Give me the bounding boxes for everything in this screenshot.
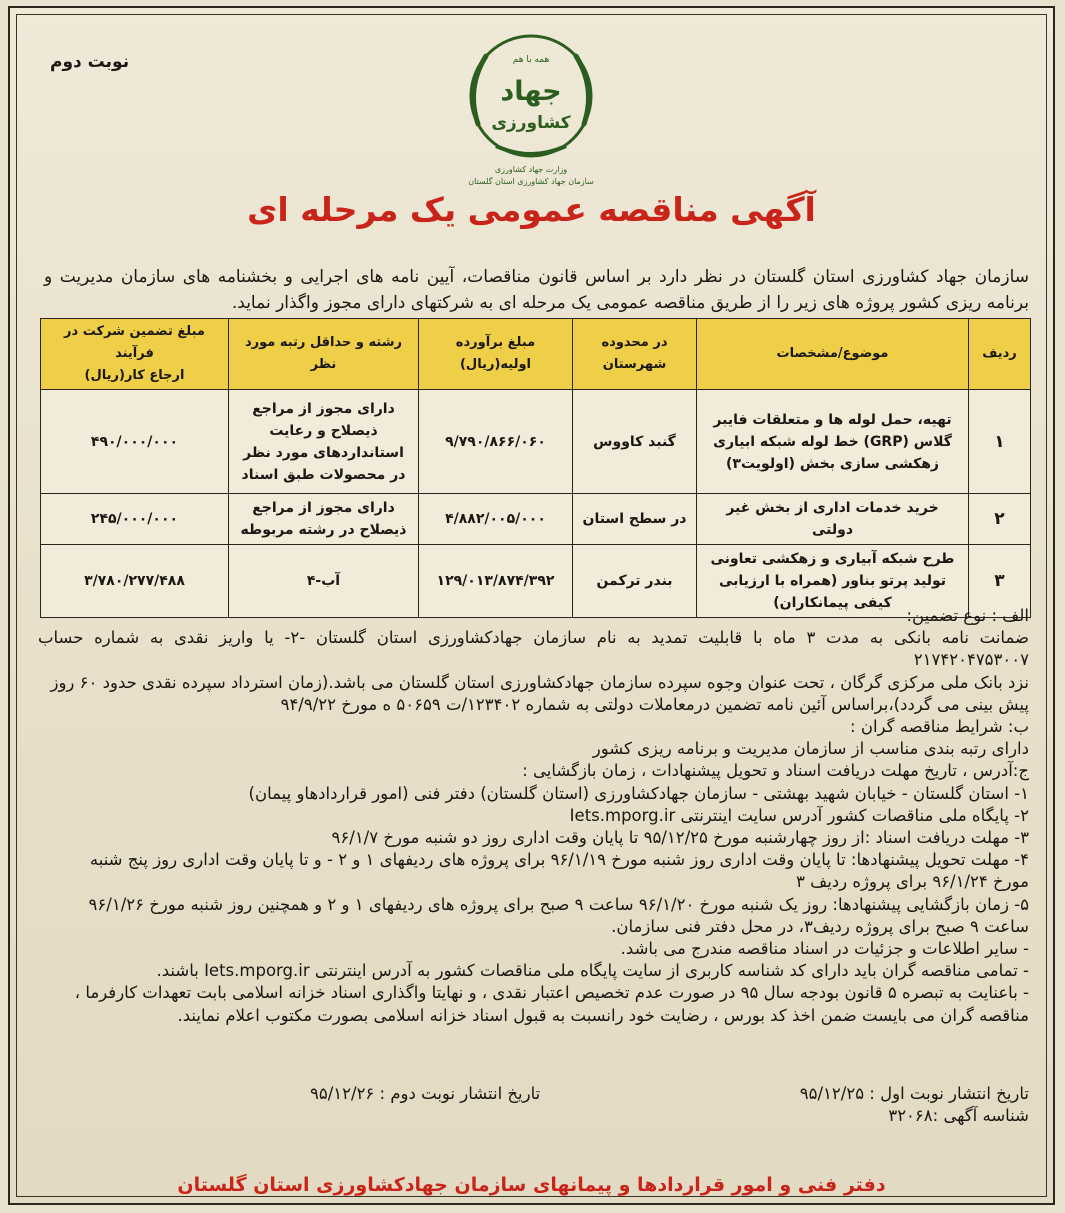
- conditions-heading: ب: شرایط مناقصه گران :: [850, 717, 1029, 737]
- tender-table: [40, 318, 1031, 618]
- col-area: در محدوده شهرستان: [573, 319, 697, 390]
- row-number: ۱: [969, 390, 1031, 494]
- logo-org-2: سازمان جهاد کشاورزی استان گلستان: [468, 177, 594, 186]
- logo-name-2: کشاورزی: [491, 113, 571, 133]
- row-field: دارای مجوز از مراجع ذیصلاح در رشته مربوطه: [229, 494, 419, 545]
- body-line: ضمانت نامه بانکی به مدت ۳ ماه با قابلیت تمدید به نام سازمان جهادکشاورزی استان گلستان -۲- یا واریز نقدی به شماره حساب ۲۱۷۴۲۰۴۷۵۳۰۰۷: [38, 628, 1029, 670]
- row-guarantee: ۲۴۵/۰۰۰/۰۰۰: [41, 494, 229, 545]
- body-line: ۵- زمان بازگشایی پیشنهادها: روز یک شنبه مورخ ۹۶/۱/۲۰ ساعت ۹ صبح برای پروژه های ردیفهای ۱ و ۲ و همچنین روز شنبه مورخ ۹۶/۱/۲۶: [88, 894, 1029, 914]
- notice-title: آگهی مناقصه عمومی یک مرحله ای: [247, 190, 816, 229]
- row-guarantee: ۴۹۰/۰۰۰/۰۰۰: [41, 390, 229, 494]
- logo-name-1: جهاد: [500, 76, 562, 107]
- body-line: مورخ ۹۶/۱/۲۴ برای پروژه ردیف ۳: [796, 872, 1029, 892]
- col-estimate: مبلغ برآورده اولیه(ریال): [419, 319, 573, 390]
- publication-dates: [310, 1083, 1029, 1127]
- row-subject: طرح شبکه آبیاری و زهکشی تعاونی تولید پرتو بناور (همراه با ارزیابی کیفی پیمانکاران): [697, 545, 969, 618]
- table-header-row: [41, 319, 1031, 390]
- logo-org-1: وزارت جهاد کشاورزی: [494, 165, 568, 174]
- row-area: بندر ترکمن: [573, 545, 697, 618]
- row-guarantee: ۳/۷۸۰/۲۷۷/۴۸۸: [41, 545, 229, 618]
- ad-id: شناسه آگهی :۳۲۰۶۸: [888, 1106, 1029, 1125]
- body-line: ۲- پایگاه ملی مناقصات کشور آدرس سایت اینترنتی Iets.mporg.ir: [569, 805, 1029, 825]
- body-line: ۱- استان گلستان - خیابان شهید بهشتی - سازمان جهادکشاورزی (استان گلستان) دفتر فنی (امور قراردادهاو پیمان): [248, 783, 1029, 803]
- row-field: دارای مجوز از مراجع ذیصلاح و رعایت استانداردهای مورد نظر در محصولات طبق اسناد: [229, 390, 419, 494]
- address-heading: ج:آدرس ، تاریخ مهلت دریافت اسناد و تحویل پیشنهادات ، زمان بازگشایی :: [522, 761, 1029, 781]
- table-row: [41, 390, 1031, 494]
- body-line: نزد بانک ملی مرکزی گرگان ، تحت عنوان وجوه سپرده سازمان جهادکشاورزی استان گلستان می باشد.(زمان استرداد سپرده نقدی حدود ۶۰ روز: [50, 672, 1029, 692]
- body-line: ساعت ۹ صبح برای پروژه ردیف۳، در محل دفتر فنی سازمان.: [611, 916, 1029, 936]
- body-line: ۴- مهلت تحویل پیشنهادها: تا پایان وقت اداری روز شنبه مورخ ۹۶/۱/۱۹ برای پروژه های ردیفهای ۱ و ۲ - و تا پایان وقت اداری روز پنج شنبه: [89, 850, 1029, 870]
- row-subject: تهیه، حمل لوله ها و متعلقات فایبر گلاس (GRP) خط لوله شبکه ابیاری زهکشی سازی بخش (اولویت۳): [697, 390, 969, 494]
- body-line: - تمامی مناقصه گران باید دارای کد شناسه کاربری از سایت پایگاه ملی مناقصات کشور به آدرس اینترنتی Iets.mporg.ir باشند.: [156, 961, 1029, 981]
- row-estimate: ۴/۸۸۲/۰۰۵/۰۰۰: [419, 494, 573, 545]
- first-publication-date: تاریخ انتشار نوبت اول : ۹۵/۱۲/۲۵: [799, 1084, 1029, 1103]
- body-line: پیش بینی می گردد)،براساس آئین نامه تضمین درمعاملات دولتی به شماره ۱۲۳۴۰۲/ت ۵۰۶۵۹ ه مورخ ۹۴/۹/۲۲: [280, 694, 1029, 714]
- col-row: ردیف: [969, 319, 1031, 390]
- notice-body: [38, 605, 1029, 1027]
- row-field: آب-۴: [229, 545, 419, 618]
- col-field: رشته و حداقل رتبه مورد نظر: [229, 319, 419, 390]
- guarantee-type-heading: الف : نوع تضمین:: [906, 606, 1029, 625]
- jihad-keshavarzi-logo: [456, 28, 606, 188]
- body-line: مناقصه گران می بایست ضمن اخذ کد بورس ، رضایت خود رانسبت به قبول اسناد خزانه اسلامی بصورت مکتوب اعلام نمایند.: [177, 1005, 1029, 1025]
- row-number: ۳: [969, 545, 1031, 618]
- col-guarantee: مبلغ تضمین شرکت در فرآیند ارجاع کار(ریال): [41, 319, 229, 390]
- intro-paragraph: سازمان جهاد کشاورزی استان گلستان در نظر دارد بر اساس قانون مناقصات، آیین نامه های اجرایی و بخشنامه های سازمان مدیریت و برنامه ریزی کشور پروژه های زیر را از طریق مناقصه عمومی یک مرحله ای به شرکتهای دارای مجوز واگذار نماید.: [44, 267, 1029, 313]
- row-area: گنبد کاووس: [573, 390, 697, 494]
- row-estimate: ۹/۷۹۰/۸۶۶/۰۶۰: [419, 390, 573, 494]
- tender-notice-page: [8, 6, 1055, 1205]
- body-line: - باعنایت به تبصره ۵ قانون بودجه سال ۹۵ در صورت عدم تخصیص اعتبار نقدی ، و نهایتا واگذاری اسناد خزانه اسلامی بابت تعهدات کارفرما ،: [74, 983, 1029, 1003]
- body-line: دارای رتبه بندی مناسب از سازمان مدیریت و برنامه ریزی کشور: [592, 739, 1029, 759]
- col-subject: موضوع/مشخصات: [697, 319, 969, 390]
- round-label: نوبت دوم: [50, 52, 130, 72]
- second-publication-date: تاریخ انتشار نوبت دوم : ۹۵/۱۲/۲۶: [310, 1084, 541, 1103]
- table-row: [41, 494, 1031, 545]
- logo-top-text: همه با هم: [512, 55, 550, 65]
- row-area: در سطح استان: [573, 494, 697, 545]
- row-number: ۲: [969, 494, 1031, 545]
- body-line: - سایر اطلاعات و جزئیات در اسناد مناقصه مندرج می باشد.: [620, 939, 1029, 959]
- row-subject: خرید خدمات اداری از بخش غیر دولتی: [697, 494, 969, 545]
- row-estimate: ۱۲۹/۰۱۳/۸۷۴/۳۹۲: [419, 545, 573, 618]
- body-line: ۳- مهلت دریافت اسناد :از روز چهارشنبه مورخ ۹۵/۱۲/۲۵ تا پایان وقت اداری روز دو شنبه مورخ ۹۶/۱/۷: [331, 828, 1029, 848]
- footer-signature: دفتر فنی و امور قراردادها و پیمانهای سازمان جهادکشاورزی استان گلستان: [177, 1174, 886, 1196]
